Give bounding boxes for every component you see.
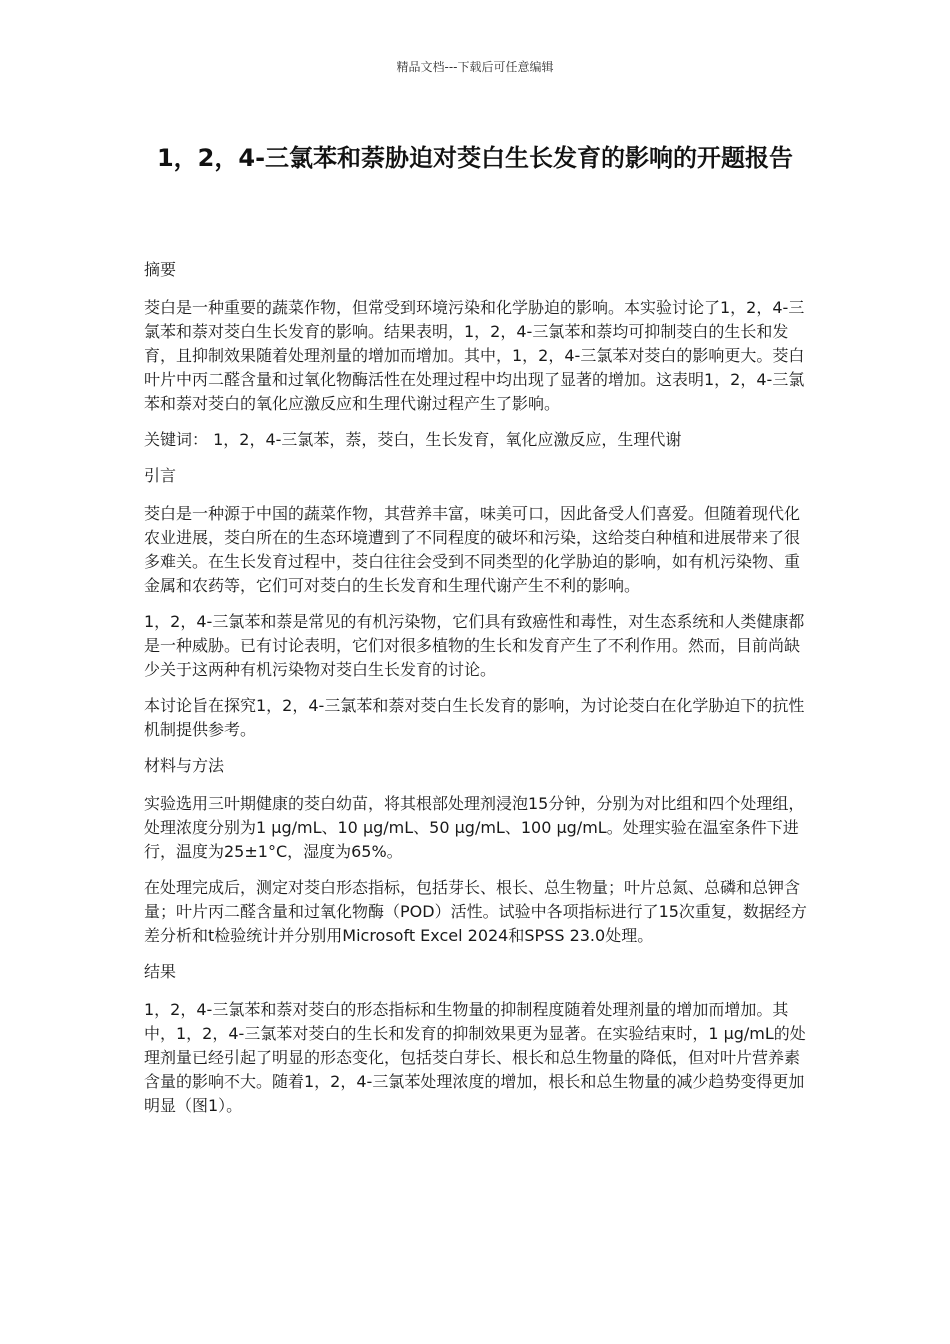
keywords-line: 关键词： 1，2，4-三氯苯，萘，茭白，生长发育，氧化应激反应，生理代谢 bbox=[144, 430, 682, 449]
document-body bbox=[144, 258, 808, 1130]
methods-heading: 材料与方法 bbox=[144, 756, 225, 775]
document-title: 1，2，4-三氯苯和萘胁迫对茭白生长发育的影响的开题报告 bbox=[156, 144, 794, 172]
abstract-heading: 摘要 bbox=[144, 260, 177, 279]
header-note: 精品文档---下载后可任意编辑 bbox=[396, 60, 554, 74]
abstract-paragraph: 茭白是一种重要的蔬菜作物，但常受到环境污染和化学胁迫的影响。本实验讨论了1，2，4-三氯苯和萘对茭白生长发育的影响。结果表明，1，2，4-三氯苯和萘均可抑制茭白的生长和发育，且抑制效果随着处理剂量的增加而增加。其中，1，2，4-三氯苯对茭白的影响更大。茭白叶片中丙二醛含量和过氧化物酶活性在处理过程中均出现了显著的增加。这表明1，2，4-三氯苯和萘对茭白的氧化应激反应和生理代谢过程产生了影响。 bbox=[144, 298, 805, 413]
methods-paragraph-2: 在处理完成后，测定对茭白形态指标，包括芽长、根长、总生物量；叶片总氮、总磷和总钾含量；叶片丙二醛含量和过氧化物酶（POD）活性。试验中各项指标进行了15次重复，数据经方差分析和t检验统计并分别用Microsoft Excel 2024和SPSS 23.0处理。 bbox=[144, 878, 807, 945]
methods-paragraph-1: 实验选用三叶期健康的茭白幼苗，将其根部处理剂浸泡15分钟，分别为对比组和四个处理组，处理浓度分别为1 μg/mL、10 μg/mL、50 μg/mL、100 μg/mL。处理实验在温室条件下进行，温度为25±1°C，湿度为65%。 bbox=[144, 794, 805, 861]
introduction-paragraph-1: 茭白是一种源于中国的蔬菜作物，其营养丰富，味美可口，因此备受人们喜爱。但随着现代化农业进展，茭白所在的生态环境遭到了不同程度的破坏和污染，这给茭白种植和进展带来了很多难关。在生长发育过程中，茭白往往会受到不同类型的化学胁迫的影响，如有机污染物、重金属和农药等，它们可对茭白的生长发育和生理代谢产生不利的影响。 bbox=[144, 504, 801, 595]
results-heading: 结果 bbox=[144, 962, 177, 981]
introduction-paragraph-3: 本讨论旨在探究1，2，4-三氯苯和萘对茭白生长发育的影响，为讨论茭白在化学胁迫下的抗性机制提供参考。 bbox=[144, 696, 805, 739]
introduction-paragraph-2: 1，2，4-三氯苯和萘是常见的有机污染物，它们具有致癌性和毒性，对生态系统和人类健康都是一种威胁。已有讨论表明，它们对很多植物的生长和发育产生了不利作用。然而，目前尚缺少关于这两种有机污染物对茭白生长发育的讨论。 bbox=[144, 612, 805, 679]
introduction-heading: 引言 bbox=[144, 466, 177, 485]
results-paragraph-1: 1，2，4-三氯苯和萘对茭白的形态指标和生物量的抑制程度随着处理剂量的增加而增加。其中，1，2，4-三氯苯对茭白的生长和发育的抑制效果更为显著。在实验结束时，1 μg/mL的处理剂量已经引起了明显的形态变化，包括茭白芽长、根长和总生物量的降低，但对叶片营养素含量的影响不大。随着1，2，4-三氯苯处理浓度的增加，根长和总生物量的减少趋势变得更加明显（图1）。 bbox=[144, 1000, 806, 1115]
